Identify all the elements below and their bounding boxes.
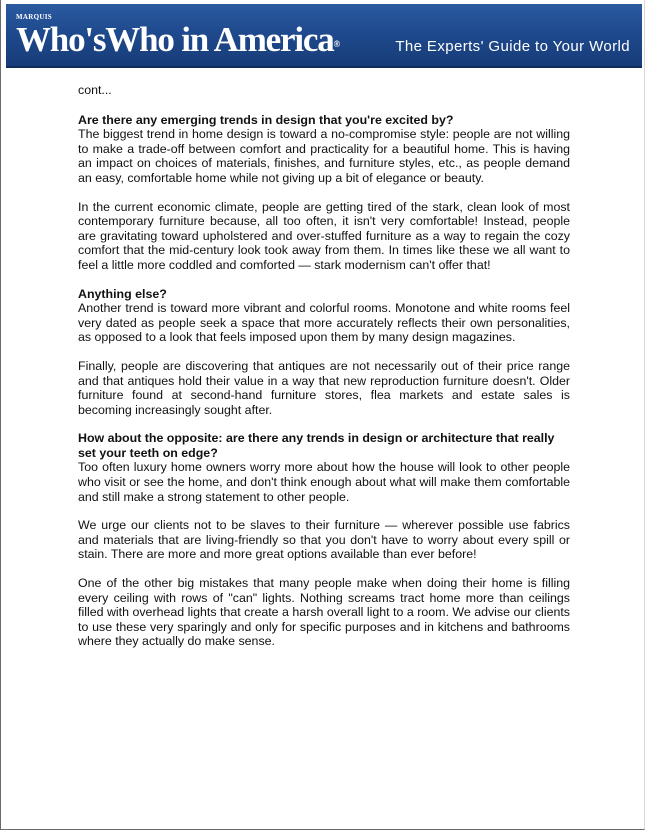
continued-label: cont... bbox=[78, 83, 112, 97]
paragraph: Finally, people are discovering that antiques are not necessarily out of their price range and that antiques hold their value in a way that new reproduction furniture doesn't. Older furniture found at second-hand furniture stores, flea markets and estate sales is becoming increasingly sought after. bbox=[78, 358, 570, 417]
paragraph: Another trend is toward more vibrant and colorful rooms. Monotone and white rooms feel very dated as people seek a space that more accurately reflects their own personalities, as opposed to a look that feels imposed upon them by many design magazines. bbox=[78, 301, 570, 345]
section-heading: How about the opposite: are there any trends in design or architecture that really set your teeth on edge? bbox=[78, 431, 555, 460]
paragraph: Too often luxury home owners worry more about how the house will look to other people who visit or see the home, and don't think enough about what will make them comfortable and still make a strong statement to other people. bbox=[78, 460, 570, 504]
masthead-banner bbox=[6, 4, 642, 68]
tagline: The Experts' Guide to Your World bbox=[395, 38, 630, 55]
article-body bbox=[78, 83, 570, 663]
article-section bbox=[78, 431, 570, 649]
brand-name: Who'sWho in America bbox=[16, 20, 334, 59]
paragraph: The biggest trend in home design is toward a no-compromise style: people are not willing to make a trade-off between comfort and practicality for a beautiful home. This is having an impact on choices of materials, finishes, and furniture styles, etc., as people demand an easy, comfortable home while not giving up a bit of elegance or beauty. bbox=[78, 127, 570, 185]
registered-mark: ® bbox=[333, 39, 341, 49]
paragraph: In the current economic climate, people are getting tired of the stark, clean look of most contemporary furniture because, all too often, it isn't very comfortable! Instead, people are gravitating toward upholstered and over-stuffed furniture as a way to regain the cozy comfort that the mid-century look took away from them. In times like these we all want to feel a little more coddled and comforted — stark modernism can't offer that! bbox=[78, 199, 570, 272]
section-heading: Anything else? bbox=[78, 286, 167, 301]
paragraph: One of the other big mistakes that many people make when doing their home is filling every ceiling with rows of "can" lights. Nothing screams tract home more than ceilings filled with overhead lights that create a harsh overall light to a room. We advise our clients to use these very sparingly and only for specific purposes and in kitchens and bathrooms where they actually do make sense. bbox=[78, 576, 570, 649]
paragraph: We urge our clients not to be slaves to their furniture — wherever possible use fabrics and materials that are living-friendly so that you don't have to worry about every spill or stain. There are more and more great options available than ever before! bbox=[78, 518, 570, 562]
section-heading: Are there any emerging trends in design that you're excited by? bbox=[78, 112, 454, 127]
brand-logo bbox=[16, 20, 340, 60]
publisher-label: MARQUIS bbox=[16, 13, 52, 21]
article-section bbox=[78, 113, 570, 273]
article-section bbox=[78, 287, 570, 418]
